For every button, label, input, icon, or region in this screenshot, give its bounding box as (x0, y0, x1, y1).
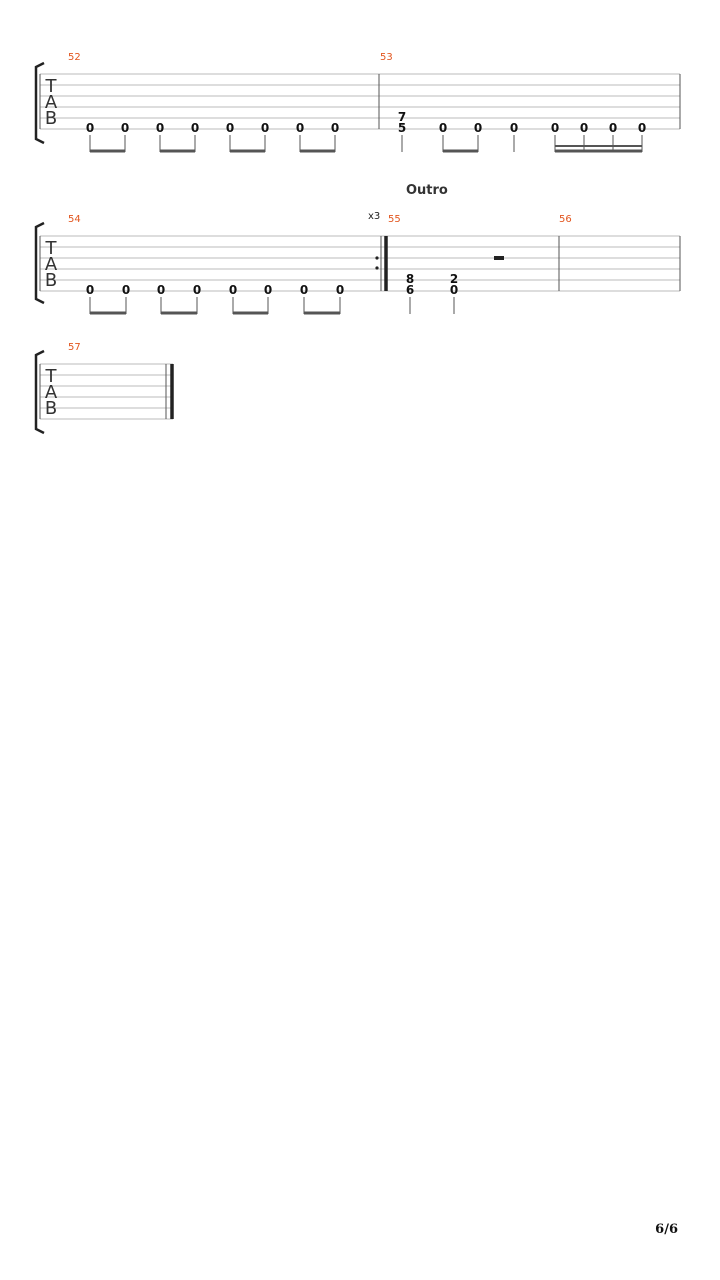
fret-number: 0 (550, 121, 560, 135)
fret-number: 0 (579, 121, 589, 135)
fret-number: 0 (330, 121, 340, 135)
fret-number: 0 (295, 121, 305, 135)
fret-number: 0 (155, 121, 165, 135)
fret-number: 0 (637, 121, 647, 135)
fret-number: 0 (228, 283, 238, 297)
tab-staff-system-2 (0, 217, 720, 317)
measure-number-57: 57 (68, 342, 81, 353)
tab-clef-t: T (45, 366, 57, 387)
measure-55-notes (406, 272, 458, 297)
staff-lines (40, 236, 680, 291)
measure-number-54: 54 (68, 214, 81, 225)
page-number: 6/6 (655, 1222, 678, 1237)
measure-54-notes (86, 283, 344, 297)
fret-number: 7 (397, 110, 407, 124)
tab-clef-a: A (44, 254, 58, 275)
fret-number: 5 (397, 121, 407, 135)
repeat-end-barline (375, 236, 386, 291)
repeat-count: x3 (368, 211, 381, 222)
fret-number: 0 (85, 121, 95, 135)
measure-53-beams (443, 146, 642, 151)
measure-54-stems (90, 297, 340, 314)
fret-number: 0 (260, 121, 270, 135)
tab-staff-system-3 (0, 345, 200, 440)
tab-clef-b: B (44, 108, 58, 129)
fret-number: 2 (449, 272, 459, 286)
fret-number: 0 (85, 283, 95, 297)
tab-clef-t: T (45, 238, 57, 259)
fret-number: 0 (335, 283, 345, 297)
fret-number: 0 (449, 283, 459, 297)
measure-52-notes (86, 121, 339, 135)
fret-number: 0 (263, 283, 273, 297)
fret-number: 0 (225, 121, 235, 135)
tab-clef-b: B (44, 398, 58, 419)
measure-55-stems (410, 297, 454, 314)
final-barline (166, 364, 172, 419)
tab-staff-system-1 (0, 55, 720, 155)
section-label-outro: Outro (406, 183, 448, 198)
tab-clef-a: A (44, 382, 58, 403)
measure-number-53: 53 (380, 52, 393, 63)
measure-number-52: 52 (68, 52, 81, 63)
fret-number: 0 (509, 121, 519, 135)
fret-number: 0 (190, 121, 200, 135)
fret-number: 0 (121, 283, 131, 297)
fret-number: 0 (156, 283, 166, 297)
fret-number: 6 (405, 283, 415, 297)
fret-number: 0 (473, 121, 483, 135)
fret-number: 0 (120, 121, 130, 135)
tab-clef-t: T (45, 76, 57, 97)
measure-53-stems (402, 135, 642, 152)
fret-number: 0 (608, 121, 618, 135)
measure-53-notes (398, 110, 646, 135)
fret-number: 0 (299, 283, 309, 297)
half-rest (494, 256, 504, 260)
tab-clef-a: A (44, 92, 58, 113)
fret-number: 8 (405, 272, 415, 286)
fret-number: 0 (192, 283, 202, 297)
fret-number: 0 (438, 121, 448, 135)
staff-lines (40, 364, 173, 419)
measure-number-56: 56 (559, 214, 572, 225)
measure-52-stems (90, 135, 335, 152)
tab-clef-b: B (44, 270, 58, 291)
measure-number-55: 55 (388, 214, 401, 225)
